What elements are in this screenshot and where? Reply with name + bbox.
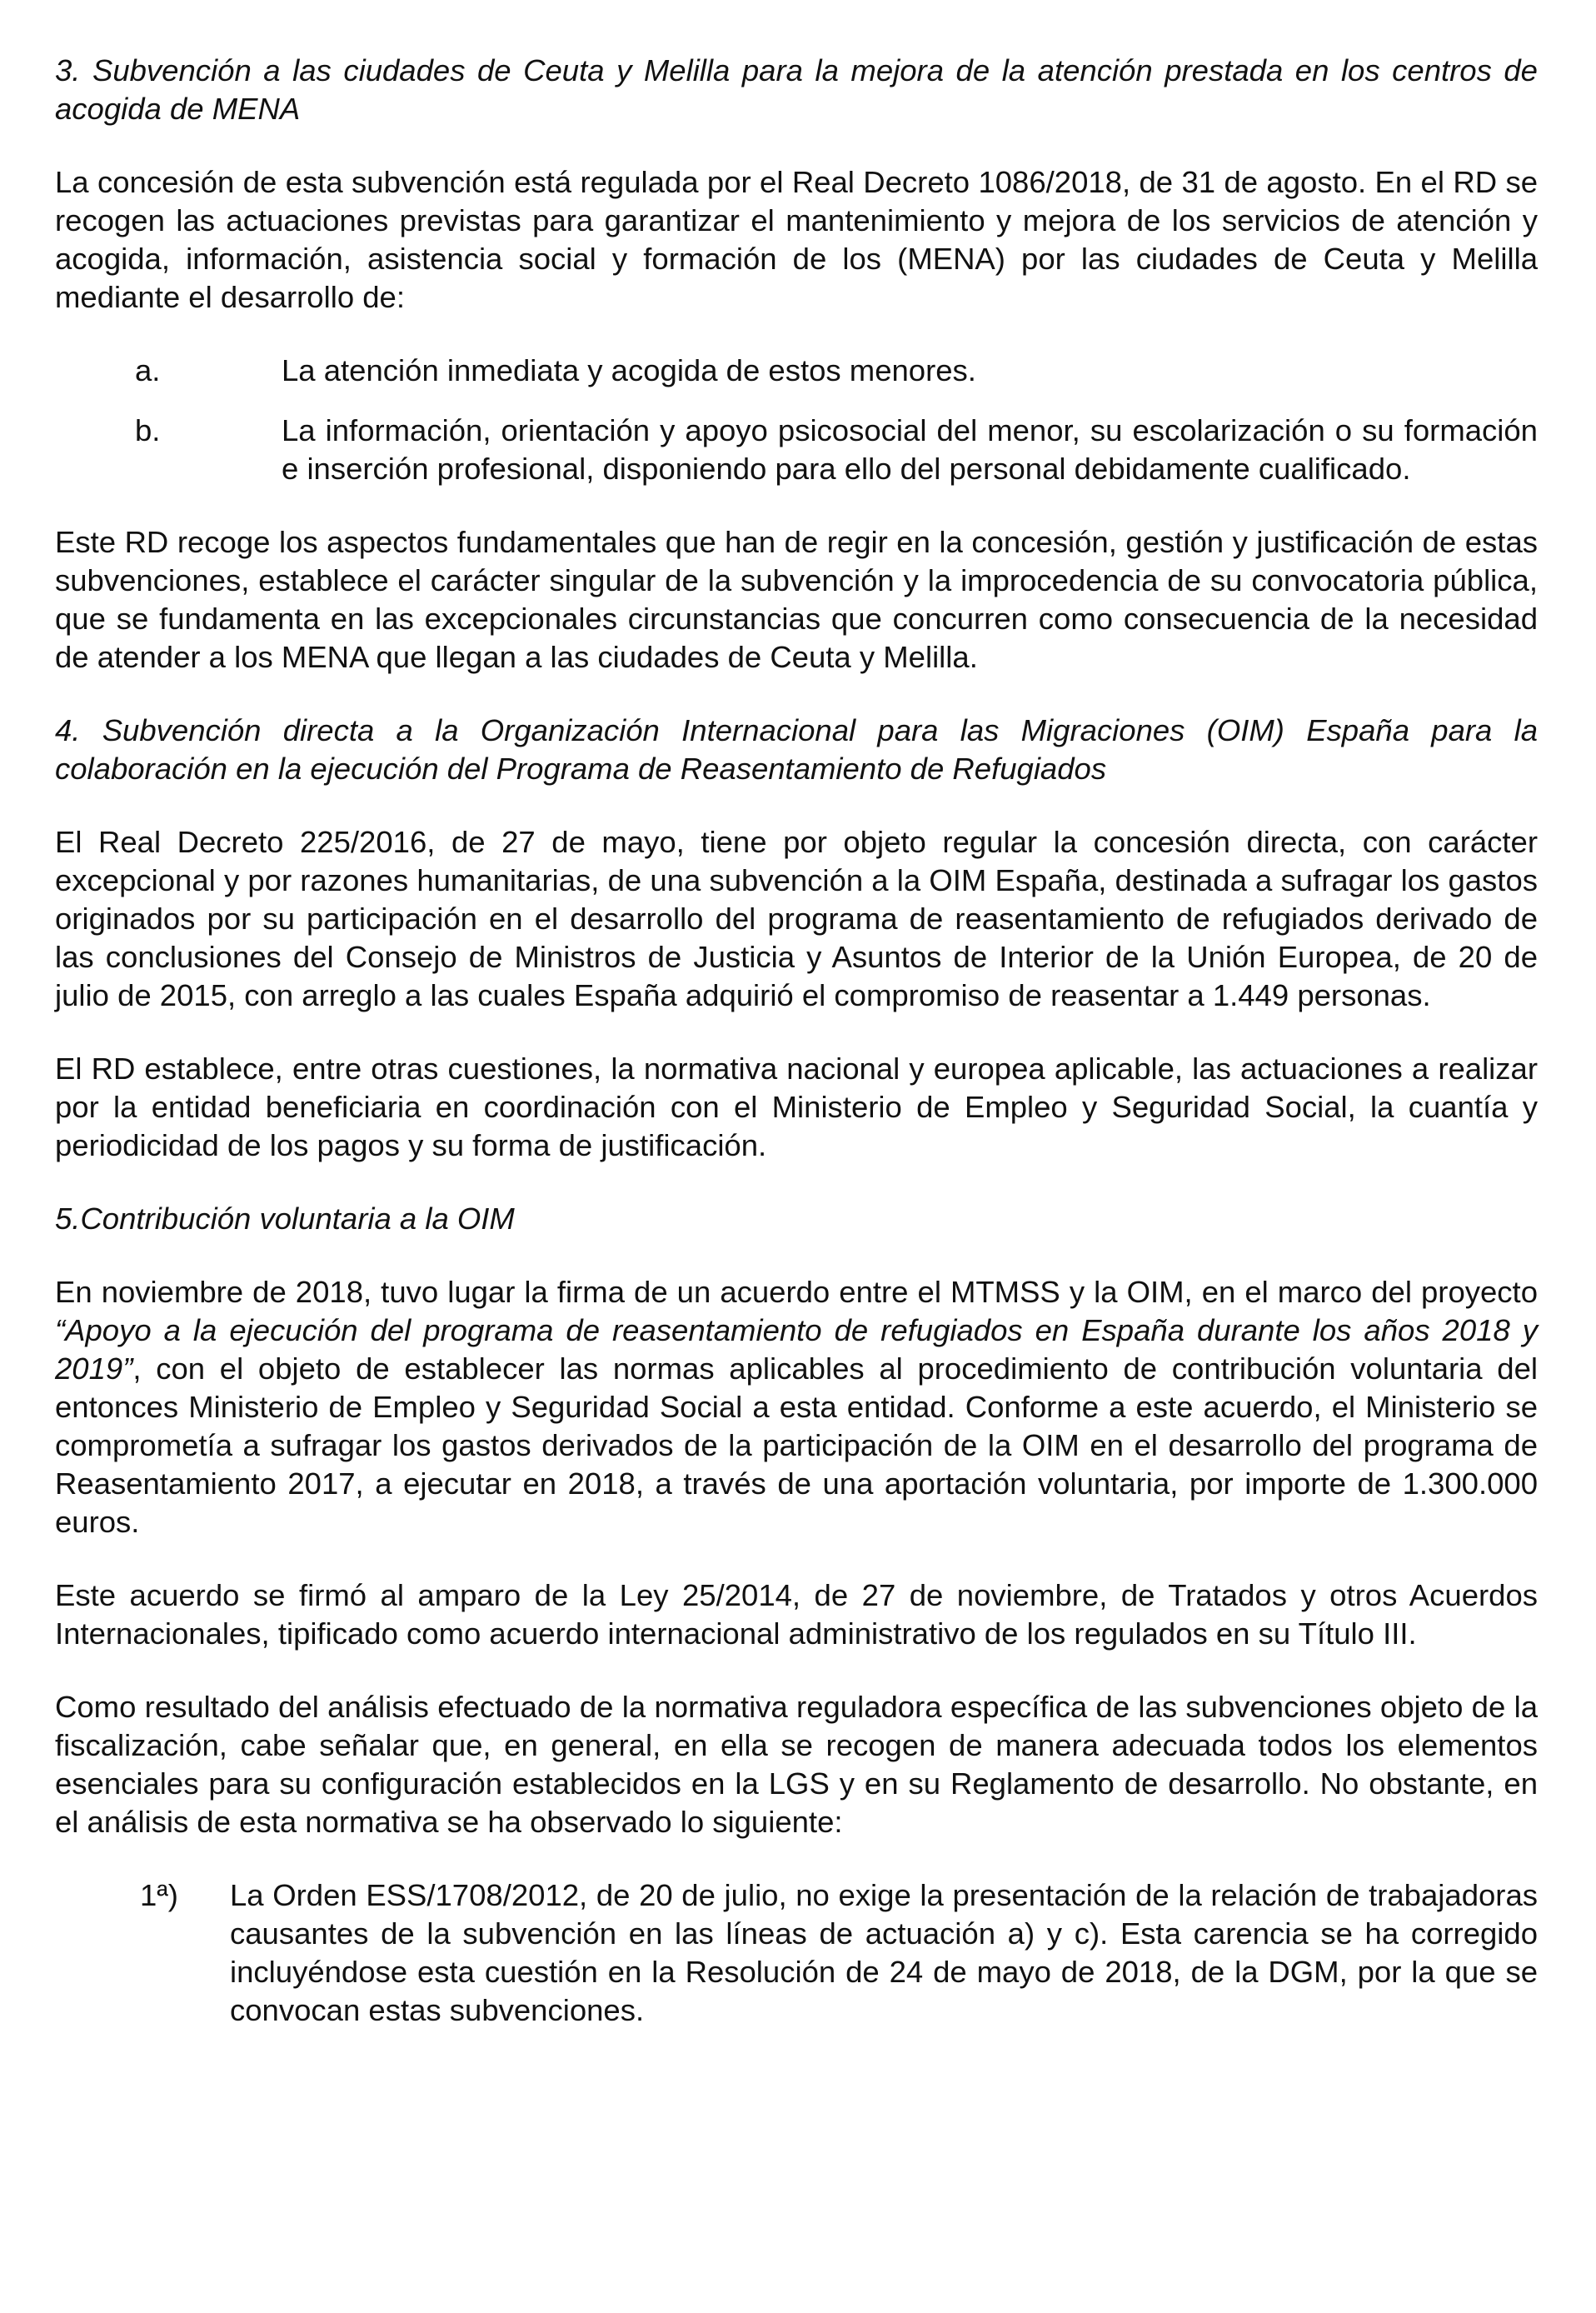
list-marker: b. [135,413,161,447]
list-marker [55,1876,230,2030]
list-item [55,352,1538,390]
section-4-paragraph-2: El RD establece, entre otras cuestiones, la normativa nacional y europea aplicable, las actuaciones a realizar por la entidad beneficiaria en coordinación con el Ministerio de Empleo y Seguridad Social, la cuantía y periodicidad de los pagos y su forma de justificación. [55,1052,1538,1162]
section-3-heading: 3. Subvención a las ciudades de Ceuta y Melilla para la mejora de la atención prestada en los centros de acogida de MENA [55,53,1538,126]
list-marker-text: 1ª) [140,1878,178,1912]
findings-list [55,1876,1538,2030]
section-5-heading: 5.Contribución voluntaria a la OIM [55,1201,515,1236]
section-4-heading: 4. Subvención directa a la Organización Internacional para las Migraciones (OIM) España para la colaboración en la ejecución del Programa de Reasentamiento de Refugiados [55,713,1538,786]
section-3-paragraph-1: La concesión de esta subvención está regulada por el Real Decreto 1086/2018, de 31 de agosto. En el RD se recogen las actuaciones previstas para garantizar el mantenimiento y mejora de los servicios de atención y acogida, información, asistencia social y formación de los (MENA) por las ciudades de Ceuta y Melilla mediante el desarrollo de: [55,165,1538,314]
project-title-italic: “Apoyo a la ejecución del programa de reasentamiento de refugiados en España durante los años 2018 y 2019” [55,1313,1538,1386]
section-3-paragraph-2: Este RD recoge los aspectos fundamentales que han de regir en la concesión, gestión y justificación de estas subvenciones, establece el carácter singular de la subvención y la improcedencia de su convocatoria pública, que se fundamenta en las excepcionales circunstancias que concurren como consecuencia de la necesidad de atender a los MENA que llegan a las ciudades de Ceuta y Melilla. [55,525,1538,674]
list-marker: a. [135,353,161,387]
section-5-paragraph-1 [55,1273,1538,1541]
list-item [55,412,1538,488]
list-item-text: La Orden ESS/1708/2012, de 20 de julio, no exige la presentación de la relación de trabajadoras causantes de la subvención en las líneas de actuación a) y c). Esta carencia se ha corregido incluyéndose esta cuestión en la Resolución de 24 de mayo de 2018, de la DGM, por la que se convocan estas subvenciones. [230,1878,1538,2027]
list-item [55,1876,1538,2030]
section-5-paragraph-3: Como resultado del análisis efectuado de la normativa reguladora específica de las subvenciones objeto de la fiscalización, cabe señalar que, en general, en ella se recogen de manera adecuada todos los elementos esenciales para su configuración establecidos en la LGS y en su Reglamento de desarrollo. No obstante, en el análisis de esta normativa se ha observado lo siguiente: [55,1690,1538,1839]
section-3-list [55,352,1538,488]
list-item-text: La atención inmediata y acogida de estos menores. [282,353,976,387]
document-page [55,52,1538,2065]
section-5-paragraph-2: Este acuerdo se firmó al amparo de la Ley 25/2014, de 27 de noviembre, de Tratados y otros Acuerdos Internacionales, tipificado como acuerdo internacional administrativo de los regulados en su Título III. [55,1578,1538,1651]
paragraph-text: , con el objeto de establecer las normas aplicables al procedimiento de contribución voluntaria del entonces Ministerio de Empleo y Seguridad Social a esta entidad. Conforme a este acuerdo, el Ministerio se comprometía a sufragar los gastos derivados de la participación de la OIM en el desarrollo del programa de Reasentamiento 2017, a ejecutar en 2018, a través de una aportación voluntaria, por importe de 1.300.000 euros. [55,1351,1538,1539]
list-item-text: La información, orientación y apoyo psicosocial del menor, su escolarización o su formación e inserción profesional, disponiendo para ello del personal debidamente cualificado. [282,413,1538,486]
section-4-paragraph-1: El Real Decreto 225/2016, de 27 de mayo, tiene por objeto regular la concesión directa, con carácter excepcional y por razones humanitarias, de una subvención a la OIM España, destinada a sufragar los gastos originados por su participación en el desarrollo del programa de reasentamiento de refugiados derivado de las conclusiones del Consejo de Ministros de Justicia y Asuntos de Interior de la Unión Europea, de 20 de julio de 2015, con arreglo a las cuales España adquirió el compromiso de reasentar a 1.449 personas. [55,825,1538,1012]
paragraph-text: En noviembre de 2018, tuvo lugar la firma de un acuerdo entre el MTMSS y la OIM, en el marco del proyecto [55,1275,1538,1309]
